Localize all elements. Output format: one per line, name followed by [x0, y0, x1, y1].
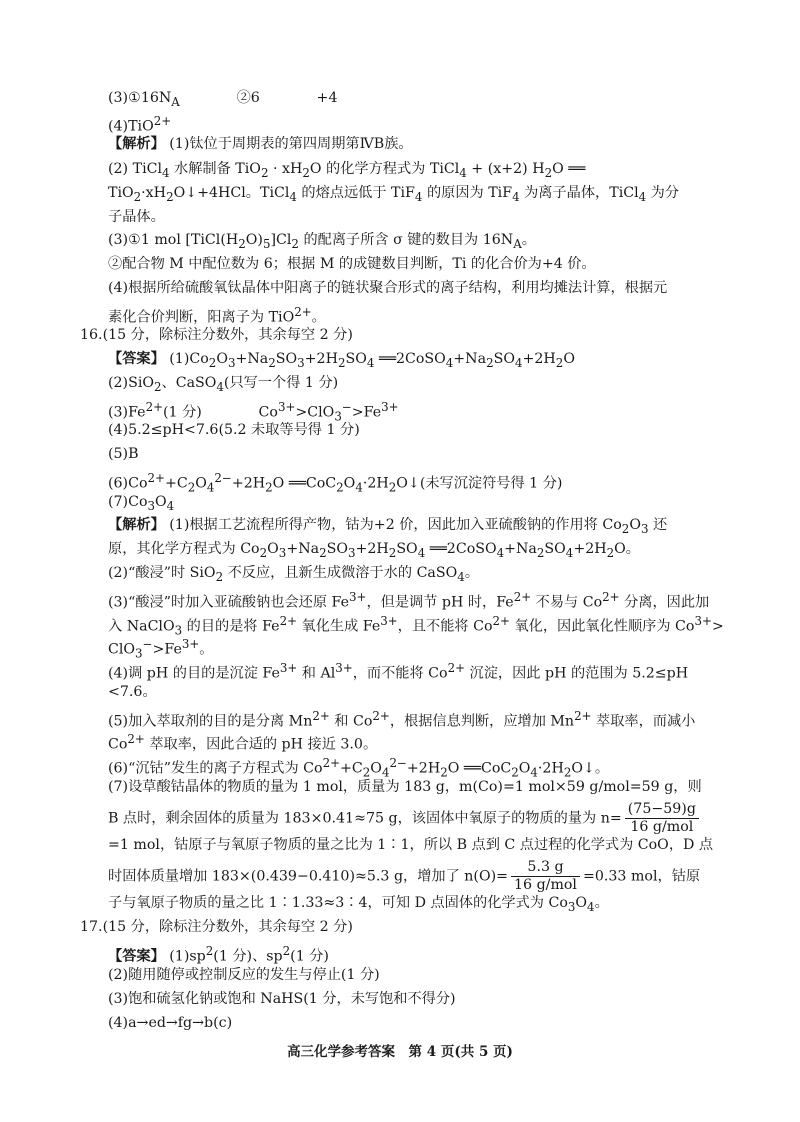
text-line: <7.6。: [108, 684, 157, 700]
text-line: $(6)Co^{2+}+C_2O_4^{2-}+2H_2O$ $══CoC_2O_4\cdot 2H_2O↓$(未写沉淀符号得 1 分): [108, 471, 563, 495]
text-line: 【解析】 (1)根据工艺流程所得产物，钴为+2 价，因此加入亚硫酸钠的作用将 $Co_2O_3$ 还: [108, 517, 668, 536]
text-line: $(3)①16N_A$ ②6 +4: [108, 90, 338, 109]
text-line: (7)设草酸钴晶体的物质的量为 1 mol，质量为 183 g，m(Co)=1 mol×59 g/mol=59 g，则: [108, 779, 702, 795]
text-line: 素化合价判断，阳离子为 TiO$^{2+}$。: [108, 305, 326, 326]
text-line: $(3)Fe^{2+}(1$ 分) $Co^{3+}>ClO_3^->Fe^{3+}$: [108, 400, 399, 424]
text-line: $(7)Co_3O_4$: [108, 494, 175, 513]
text-line: 时固体质量增加 183×(0.439−0.410)≈5.3 g，增加了 n(O)= $\frac{5.3 g}{\text{16 g/mol}}$ =0.33 mol，钴原: [108, 859, 701, 893]
text-line: (2) TiCl$_4$ 水解制备 $TiO_2 \cdot xH_2O$ 的化学方程式为 TiCl$_4$ + (x+2) $H_2O$ ══: [108, 161, 586, 180]
text-line: 【解析】 (1)钛位于周期表的第四周期第ⅣB族。: [108, 136, 413, 152]
text-line: $TiO_2\cdot xH_2O↓+4HCl$。TiCl$_4$ 的熔点远低于 TiF$_4$ 的原因为 TiF$_4$ 为离子晶体，TiCl$_4$ 为分: [108, 185, 680, 204]
page-footer: 高三化学参考答案 第 4 页(共 5 页): [287, 1044, 513, 1060]
text-line: (4)调 pH 的目的是沉淀 $Fe^{3+}$ 和 $Al^{3+}$，而不能将 $Co^{2+}$ 沉淀，因此 pH 的范围为 5.2≤pH: [108, 661, 689, 682]
text-line: (4)a→ed→fg→b(c): [108, 1015, 233, 1031]
text-line: 入 NaClO$_3$ 的目的是将 $Fe^{2+}$ 氧化生成 $Fe^{3+}$，且不能将 $Co^{2+}$ 氧化，因此氧化性顺序为 $Co^{3+}>$: [108, 614, 724, 638]
text-line: (2)“酸浸”时 SiO$_2$ 不反应，且新生成微溶于水的 CaSO$_4$。: [108, 565, 479, 584]
question-heading: 16.(15 分，除标注分数外，其余每空 2 分): [80, 327, 353, 343]
text-line: (2)SiO$_2$、CaSO$_4$(只写一个得 1 分): [108, 375, 339, 394]
text-line: ②配合物 M 中配位数为 6；根据 M 的成键数目判断，Ti 的化合价为+4 价。: [108, 256, 596, 272]
text-line: (3)①1 mol $[TiCl(H_2O)_5]Cl_2$ 的配离子所含 σ 键的数目为 $16N_A$。: [108, 232, 536, 251]
text-line: (2)随用随停或控制反应的发生与停止(1 分): [108, 967, 380, 983]
text-line: (4)5.2≤pH<7.6(5.2 未取等号得 1 分): [108, 422, 360, 438]
text-line: 子与氧原子物质的量之比 1∶1.33≈3∶4，可知 D 点固体的化学式为 $Co_3O_4$。: [108, 895, 609, 914]
text-line: 子晶体。: [108, 209, 165, 225]
text-line: (4)TiO$^{2+}$: [108, 114, 172, 135]
text-line: (5)B: [108, 446, 139, 462]
text-line: (4)根据所给硫酸氧钛晶体中阳离子的链状聚合形式的离子结构，利用均摊法计算，根据元: [108, 280, 668, 296]
question-heading: 17.(15 分，除标注分数外，其余每空 2 分): [80, 919, 353, 935]
text-line: B 点时，剩余固体的质量为 183×0.41≈75 g，该固体中氧原子的物质的量为 n= $\frac{(75-59)g}{\text{16 g/mol}}$: [108, 801, 702, 836]
text-line: =1 mol，钴原子与氧原子物质的量之比为 1∶1，所以 B 点到 C 点过程的化学式为 CoO，D 点: [108, 837, 714, 853]
text-line: $Co^{2+}$ 萃取率，因此合适的 pH 接近 3.0。: [108, 732, 378, 753]
text-line: 【答案】 $(1)sp^2(1$ 分)、$sp^2(1$ 分): [108, 944, 329, 965]
text-line: (3)饱和硫氢化钠或饱和 NaHS(1 分，未写饱和不得分): [108, 991, 456, 1007]
text-line: $ClO_3^->Fe^{3+}$。: [108, 637, 214, 661]
text-line: (3)“酸浸”时加入亚硫酸钠也会还原 $Fe^{3+}$，但是调节 pH 时，$Fe^{2+}$ 不易与 $Co^{2+}$ 分离，因此加: [108, 590, 710, 611]
text-line: 原，其化学方程式为 $Co_2O_3+Na_2SO_3+2H_2SO_4$ $══2CoSO_4+Na_2SO_4+2H_2O$。: [108, 541, 640, 560]
text-line: (6)“沉钴”发生的离子方程式为 $Co^{2+}+C_2O_4^{2-}+2H_2O$ $══CoC_2O_4\cdot 2H_2O↓$。: [108, 756, 610, 780]
text-line: (5)加入萃取剂的目的是分离 $Mn^{2+}$ 和 $Co^{2+}$，根据信息判断，应增加 $Mn^{2+}$ 萃取率，而减小: [108, 709, 696, 730]
text-line: 【答案】 $(1)Co_2O_3+Na_2SO_3+2H_2SO_4$ $══2CoSO_4+Na_2SO_4+2H_2O$: [108, 351, 575, 370]
